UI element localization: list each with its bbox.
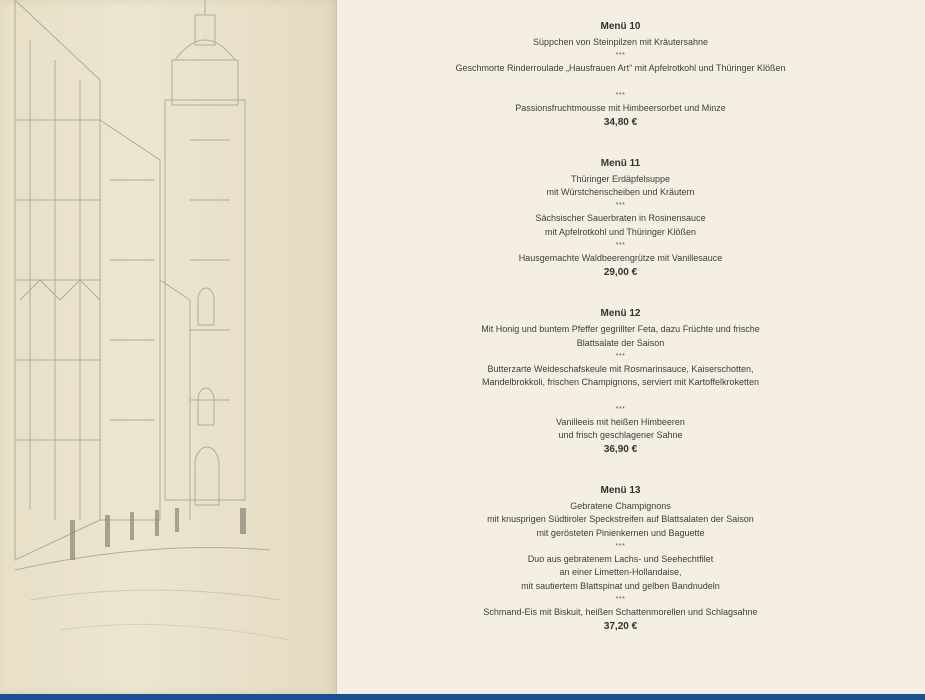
course-separator: *** <box>615 52 626 60</box>
menu-content <box>337 0 925 694</box>
course-line: mit sautiertem Blattspinat und gelben Bandnudeln <box>521 580 720 591</box>
menu-title: Menü 11 <box>600 157 641 169</box>
course-line: Hausgemachte Waldbeerengrütze mit Vanillesauce <box>518 253 723 264</box>
menu-card <box>337 158 904 281</box>
course-line: Thüringer Erdäpfelsuppe <box>570 173 671 184</box>
course-line: Mandelbrokkoli, frischen Champignons, serviert mit Kartoffelkroketten <box>482 377 759 388</box>
menu-title: Menü 10 <box>600 21 641 32</box>
menu-title: Menü 12 <box>600 308 641 320</box>
menu-card <box>337 21 904 131</box>
course-line: mit Apfelrotkohl und Thüringer Klößen <box>545 226 696 237</box>
course-separator: *** <box>615 543 626 551</box>
course-separator: *** <box>615 202 626 210</box>
course-separator: *** <box>615 352 626 360</box>
course-line: mit Würstchenscheiben und Kräutern <box>546 187 695 198</box>
course-line: Geschmorte Rinderroulade „Hausfrauen Art“ mit Apfelrotkohl und Thüringer Klößen <box>455 63 786 74</box>
course-line: Passionsfruchtmousse mit Himbeersorbet und Minze <box>515 102 726 113</box>
sidebar-illustration-panel <box>0 0 337 694</box>
menu-list <box>337 21 904 662</box>
menu-card <box>337 485 904 635</box>
course-line: Vanilleeis mit heißen Himbeeren <box>556 416 685 427</box>
course-line: an einer Limetten-Hollandaise, <box>559 567 682 578</box>
course-separator: *** <box>615 405 626 413</box>
course-line: Gebratene Champignons <box>570 501 671 512</box>
menu-title: Menü 13 <box>600 485 641 497</box>
course-line: Butterzarte Weideschafskeule mit Rosmarinsauce, Kaiserschotten, <box>487 363 754 374</box>
course-line: Süppchen von Steinpilzen mit Kräutersahne <box>532 37 709 47</box>
course-line: Sächsischer Sauerbraten in Rosinensauce <box>535 213 706 224</box>
course-line: Schmand-Eis mit Biskuit, heißen Schattenmorellen und Schlagsahne <box>483 606 758 617</box>
course-line: Mit Honig und buntem Pfeffer gegrillter Feta, dazu Früchte und frische <box>481 324 760 335</box>
course-line: mit knusprigen Südtiroler Speckstreifen auf Blattsalaten der Saison <box>487 514 754 525</box>
course-separator: *** <box>615 242 626 250</box>
menu-price: 34,80 € <box>603 116 638 128</box>
old-town-street-sketch <box>0 0 336 694</box>
course-line: und frisch geschlagener Sahne <box>558 429 683 440</box>
course-separator: *** <box>615 91 626 99</box>
course-line: Duo aus gebratenem Lachs- und Seehechtfilet <box>527 554 714 565</box>
menu-price: 37,20 € <box>603 621 638 633</box>
bottom-accent-bar <box>0 694 925 700</box>
menu-price: 29,00 € <box>603 267 638 279</box>
menu-card <box>337 308 904 458</box>
course-line: Blattsalate der Saison <box>576 337 665 348</box>
course-separator: *** <box>615 595 626 603</box>
course-line: mit gerösteten Pinienkernen und Baguette <box>536 527 705 538</box>
menu-price: 36,90 € <box>603 444 638 456</box>
